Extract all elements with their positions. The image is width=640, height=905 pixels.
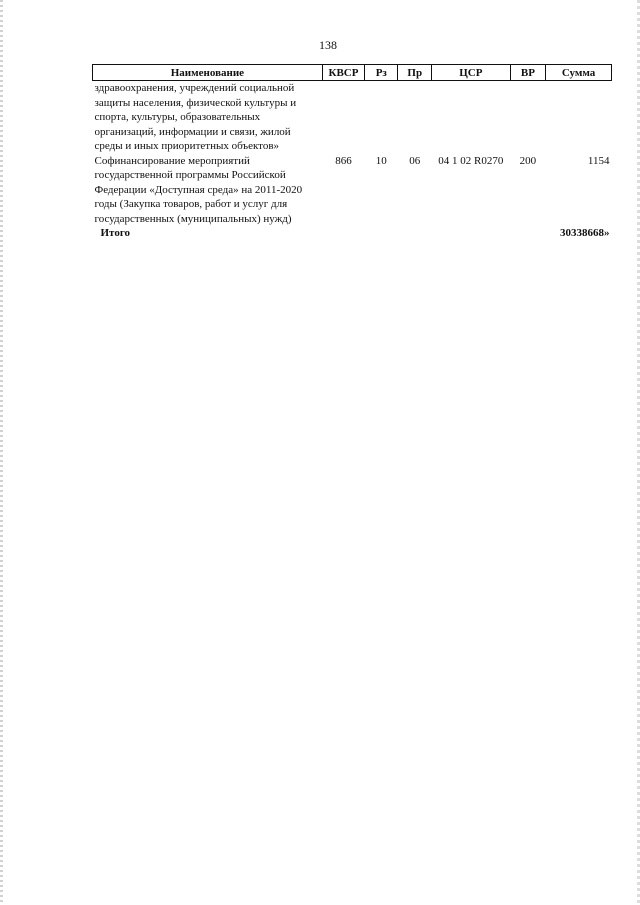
header-sum: Сумма xyxy=(546,65,612,81)
row-vr: 200 xyxy=(519,154,537,167)
row-sum: 1154 xyxy=(587,154,610,167)
header-name: Наименование xyxy=(93,65,323,81)
row-kvsr: 866 xyxy=(335,154,352,167)
header-pr: Пр xyxy=(398,65,432,81)
table-row xyxy=(93,154,612,227)
total-sum: 30338668» xyxy=(560,227,610,239)
table-row-total xyxy=(93,226,612,241)
header-vr: ВР xyxy=(510,65,546,81)
table-header-row xyxy=(93,65,612,81)
row-csr: 04 1 02 R0270 xyxy=(438,154,504,167)
budget-table xyxy=(92,64,612,241)
header-kvsr: КВСР xyxy=(322,65,364,81)
table-row-continuation xyxy=(93,81,612,154)
page-number: 138 xyxy=(319,38,337,52)
total-label: Итого xyxy=(100,227,131,239)
row-rz: 10 xyxy=(375,154,387,167)
header-csr: ЦСР xyxy=(432,65,511,81)
row-pr: 06 xyxy=(409,154,421,167)
scan-edge-left xyxy=(0,0,3,905)
row-name: Софинансирование мероприятий государственной программы Российской Федерации «Доступная среда» на 2011-2020 годы (Закупка товаров, работ и услуг для государственных (муниципальных) нужд) xyxy=(94,154,303,225)
continuation-text: здравоохранения, учреждений социальной защиты населения, физической культуры и спорта, культуры, образовательных организаций, информации и связи, жилой среды и иных приоритетных объектов» xyxy=(94,82,297,152)
header-rz: Рз xyxy=(365,65,398,81)
